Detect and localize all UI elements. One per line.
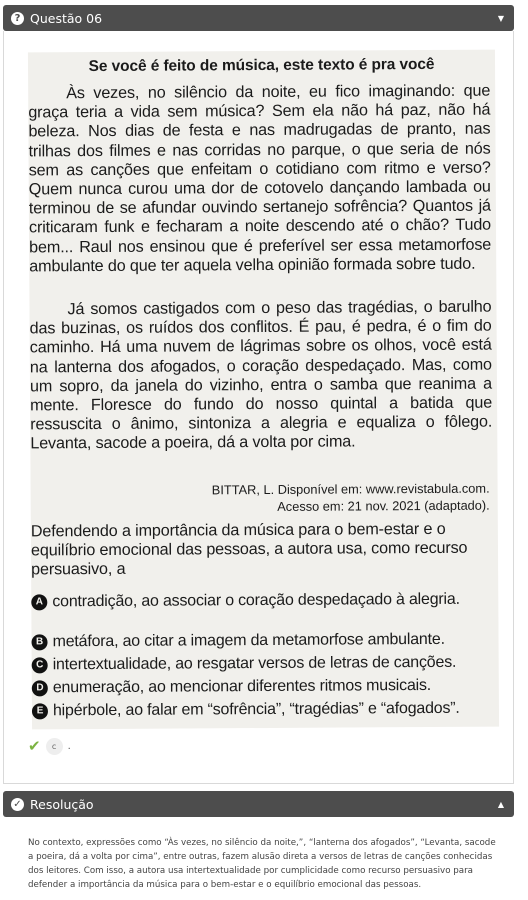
question-panel-header[interactable]: [3, 5, 514, 31]
check-circle-icon: ✓: [11, 798, 24, 811]
answer-suffix: .: [67, 740, 71, 752]
caret-up-icon[interactable]: ▲: [497, 799, 504, 809]
question-circle-icon: ?: [11, 12, 24, 25]
option-e-text: hipérbole, ao falar em “sofrência”, “tragédias” e “afogados”.: [52, 699, 460, 720]
option-c: [32, 653, 502, 675]
option-b-badge: B: [31, 634, 47, 650]
resolution-title: Resolução: [30, 796, 94, 812]
caret-down-icon[interactable]: ▼: [497, 13, 504, 23]
document-access-date: Acesso em: 21 nov. 2021 (adaptado).: [277, 497, 490, 514]
document-paragraph-1: Às vezes, no silêncio da noite, eu fico imaginando: que graça teria a vida sem música? Sem ela não há paz, não há beleza. Nos dias de festa e nas madrugadas de pranto, nas trilhas dos filmes e nas corridas no parque, o que seria de nós sem as canções que enfeitam o cotidiano com ritmo e verso? Quem nunca curou uma dor de cotovelo dançando lambada ou terminou de se afundar ouvindo sertanejo sofrência? Quantos já criticaram funk e fecharam a noite descendo até o chão? Tudo bem... Raul nos ensinou que é preferível ser essa metamorfose ambulante do que ter aquela velha opinião formada sobre tudo.: [28, 81, 492, 276]
question-title: Questão 06: [30, 10, 103, 26]
document-source: BITTAR, L. Disponível em: www.revistabula.com.: [211, 480, 490, 498]
document-paragraph-2: Já somos castigados com o peso das tragédias, o barulho das buzinas, os ruídos dos conflitos. É pau, é pedra, é o fim do caminho. Há uma nuvem de lágrimas sobre os olhos, você está na lanterna dos afogados, o coração despedaçado. Mas, como um sopro, da janela do vizinho, entra o samba que reanima a mente. Floresce do fundo do nosso quintal a batida que ressuscita o ânimo, sintoniza a alegria e equaliza o fôlego. Levanta, sacode a poeira, dá a volta por cima.: [29, 297, 493, 453]
resolution-panel-header[interactable]: [3, 791, 514, 817]
option-d: [32, 676, 502, 698]
option-e-badge: E: [32, 703, 48, 719]
answer-row: [28, 737, 71, 755]
option-a-text: contradição, ao associar o coração despedaçado à alegria.: [52, 590, 460, 611]
question-scan-image: [28, 50, 499, 730]
option-c-badge: C: [32, 657, 48, 673]
checkmark-icon: ✔: [28, 737, 41, 755]
option-b-text: metáfora, ao citar a imagem da metamorfose ambulante.: [52, 630, 445, 651]
question-stem: Defendendo a importância da música para o bem-estar e o equilíbrio emocional das pessoas, a autora usa, como recurso persuasivo, a: [30, 519, 468, 579]
option-a: [31, 590, 491, 612]
resolution-text: No contexto, expressões como “Às vezes, no silêncio da noite,”, “lanterna dos afogados”, “Levanta, sacode a poeira, dá a volta por cima”, entre outras, fazem alusão direta a versos de letras de canções conhecidas dos leitores. Com isso, a autora usa intertextualidade por cumplicidade como recurso persuasivo para defender a importância da música para o bem-estar e o equilíbrio emocional das pessoas.: [28, 838, 496, 890]
option-d-badge: D: [32, 680, 48, 696]
answer-letter-badge: c: [46, 738, 63, 755]
option-e: [32, 699, 502, 721]
option-d-text: enumeração, ao mencionar diferentes ritmos musicais.: [52, 676, 432, 697]
option-b: [31, 630, 501, 652]
option-c-text: intertextualidade, ao resgatar versos de letras de canções.: [52, 653, 457, 674]
document-title: Se você é feito de música, este texto é pra você: [88, 55, 435, 76]
option-a-badge: A: [31, 594, 47, 610]
